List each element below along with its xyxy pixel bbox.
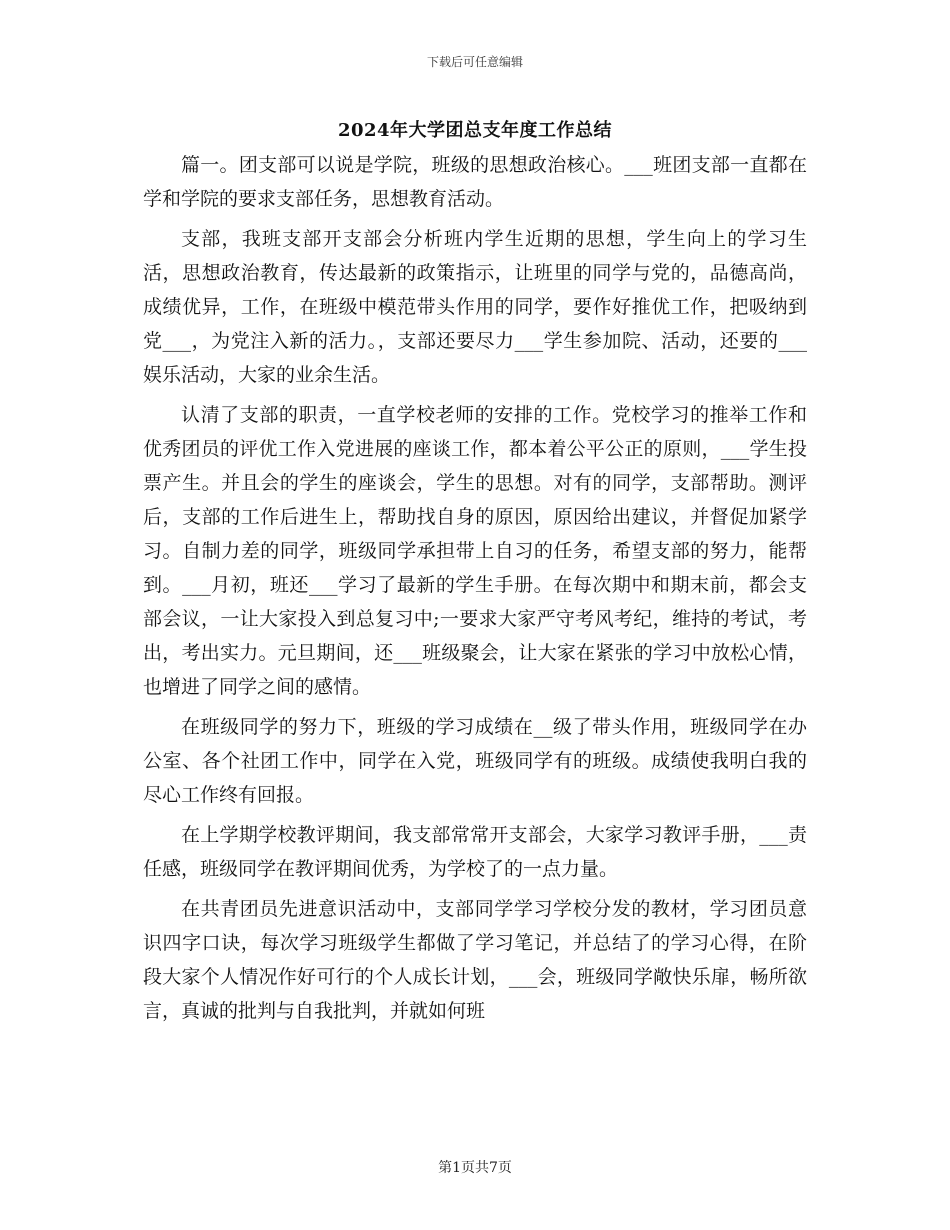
document-body — [143, 148, 807, 1034]
paragraph-1: 篇一。团支部可以说是学院，班级的思想政治核心。___班团支部一直都在学和学院的要求支部任务，思想教育活动。 — [143, 154, 807, 210]
page-header-note: 下载后可任意编辑 — [426, 55, 523, 69]
paragraph-6: 在共青团员先进意识活动中，支部同学学习学校分发的教材，学习团员意识四字口诀，每次学习班级学生都做了学习笔记，并总结了的学习心得，在阶段大家个人情况作好可行的个人成长计划，___会，班级同学敞快乐扉，畅所欲言，真诚的批判与自我批判，并就如何班 — [143, 898, 807, 1022]
paragraph-4: 在班级同学的努力下，班级的学习成绩在__级了带头作用，班级同学在办公室、各个社团工作中，同学在入党，班级同学有的班级。成绩使我明白我的尽心工作终有回报。 — [143, 716, 807, 806]
document-title: 2024年大学团总支年度工作总结 — [337, 120, 613, 141]
paragraph-5: 在上学期学校教评期间，我支部常常开支部会，大家学习教评手册，___责任感，班级同学在教评期间优秀，为学校了的一点力量。 — [143, 824, 807, 880]
paragraph-2: 支部，我班支部开支部会分析班内学生近期的思想，学生向上的学习生活，思想政治教育，传达最新的政策指示，让班里的同学与党的，品德高尚，成绩优异，工作，在班级中模范带头作用的同学，要作好推优工作，把吸纳到党___，为党注入新的活力。，支部还要尽力___学生参加院、活动，还要的___娱乐活动，大家的业余生活。 — [143, 228, 807, 386]
paragraph-3: 认清了支部的职责，一直学校老师的安排的工作。党校学习的推举工作和优秀团员的评优工作入党进展的座谈工作，都本着公平公正的原则，___学生投票产生。并且会的学生的座谈会，学生的思想。对有的同学，支部帮助。测评后，支部的工作后进生上，帮助找自身的原因，原因给出建议，并督促加紧学习。自制力差的同学，班级同学承担带上自习的任务，希望支部的努力，能帮到。___月初，班还___学习了最新的学生手册。在每次期中和期末前，都会支部会议，一让大家投入到总复习中;一要求大家严守考风考纪，维持的考试，考出，考出实力。元旦期间，还___班级聚会，让大家在紧张的学习中放松心情，也增进了同学之间的感情。 — [143, 404, 807, 698]
page-number-footer: 第1页共7页 — [438, 1160, 512, 1176]
